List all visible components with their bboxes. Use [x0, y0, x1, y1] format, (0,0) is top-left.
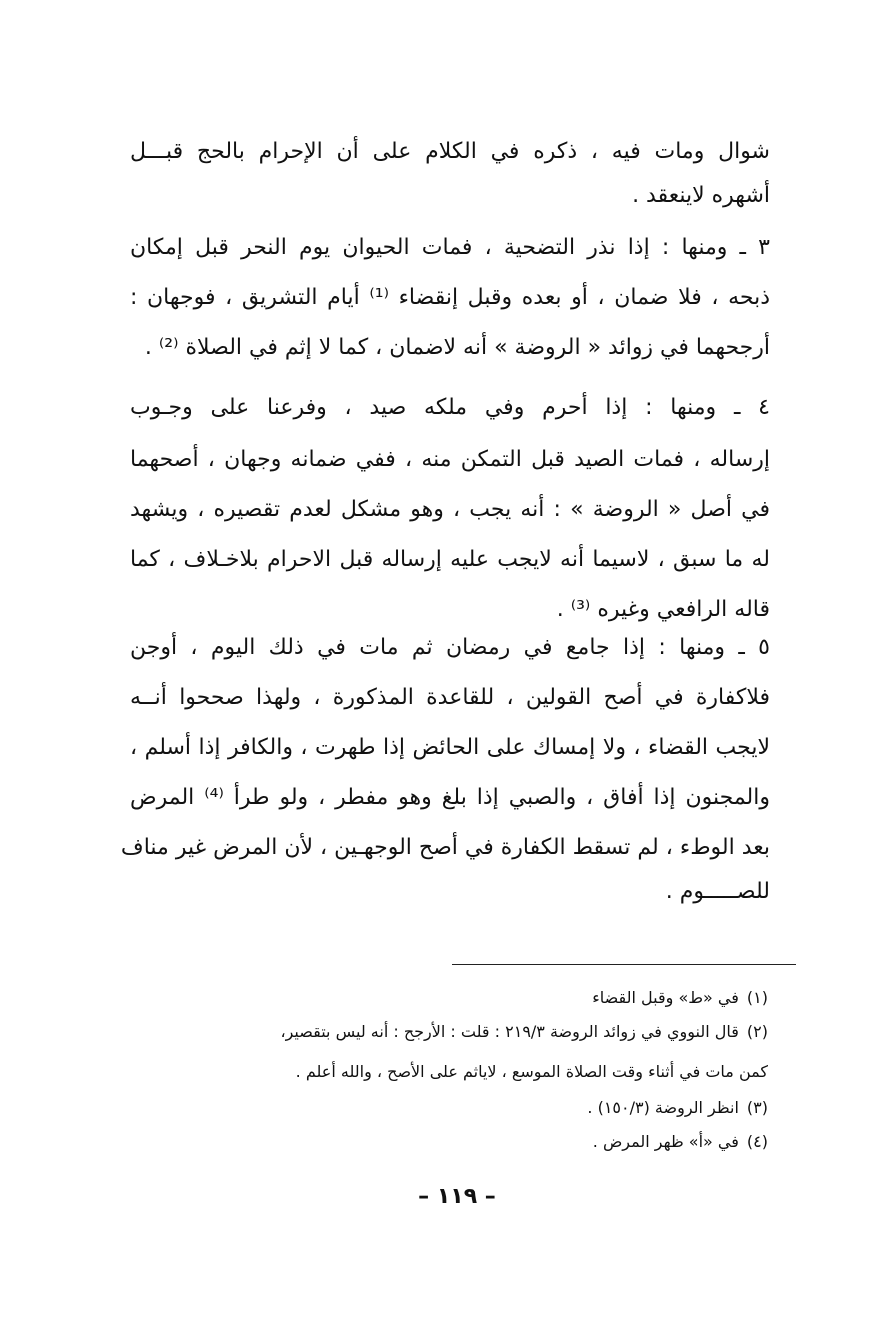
footnote-2-continuation	[296, 1060, 768, 1084]
footnote-1-number: (١)	[746, 988, 768, 1007]
body-line-4: ذبحه ، فلا ضمان ، أو بعده وقبل إنقضاء ⁽¹⁾ أيام التشريق ، فوجهان :	[130, 285, 770, 310]
page-number: – ١١٩ –	[418, 1184, 496, 1209]
body-line-14: والمجنون إذا أفاق ، والصبي إذا بلغ وهو مفطر ، ولو طرأ ⁽⁴⁾ المرض	[130, 785, 770, 810]
body-line-11: ٥ ـ ومنها : إذا جامع في رمضان ثم مات في ذلك اليوم ، أوجن	[130, 635, 770, 660]
footnote-1	[592, 986, 768, 1010]
footnote-2-text: قال النووي في زوائد الروضة ٢١٩/٣ : قلت : الأرجح : أنه ليس بتقصير،	[280, 1022, 739, 1041]
body-line-8: في أصل « الروضة » : أنه يجب ، وهو مشكل لعدم تقصيره ، ويشهد	[130, 497, 770, 522]
body-line-5: أرجحهما في زوائد « الروضة » أنه لاضمان ، كما لا إثم في الصلاة ⁽²⁾ .	[144, 335, 770, 360]
body-line-7: إرساله ، فمات الصيد قبل التمكن منه ، ففي ضمانه وجهان ، أصحهما	[130, 447, 770, 472]
footnote-1-text: في «ط» وقبل القضاء	[592, 988, 739, 1007]
body-line-9: له ما سبق ، لاسيما أنه لايجب عليه إرساله قبل الاحرام بلاخـلاف ، كما	[130, 547, 770, 572]
body-line-12: فلاكفارة في أصح القولين ، للقاعدة المذكورة ، ولهذا صححوا أنــه	[130, 685, 770, 710]
footnote-4	[593, 1130, 768, 1154]
footnote-4-text: في «أ» ظهر المرض .	[592, 1132, 739, 1151]
body-line-10: قاله الرافعي وغيره ⁽³⁾ .	[556, 597, 770, 622]
body-line-15: بعد الوطء ، لم تسقط الكفارة في أصح الوجهـين ، لأن المرض غير مناف	[120, 835, 770, 860]
footnote-2-number: (٢)	[746, 1022, 768, 1041]
body-line-16: للصـــــوم .	[665, 879, 770, 904]
body-line-6: ٤ ـ ومنها : إذا أحرم وفي ملكه صيد ، وفرعنا على وجـوب	[130, 395, 770, 420]
footnote-3-text: انظر الروضة (١٥٠/٣) .	[587, 1098, 739, 1117]
footnote-4-number: (٤)	[746, 1132, 768, 1151]
body-line-13: لايجب القضاء ، ولا إمساك على الحائض إذا طهرت ، والكافر إذا أسلم ،	[130, 735, 770, 760]
footnote-2-continuation-text: كمن مات في أثناء وقت الصلاة الموسع ، لاياثم على الأصح ، والله أعلم .	[295, 1062, 768, 1081]
footnote-separator	[452, 964, 796, 965]
body-line-2: أشهره لاينعقد .	[632, 183, 770, 208]
body-line-3: ٣ ـ ومنها : إذا نذر التضحية ، فمات الحيوان يوم النحر قبل إمكان	[130, 235, 770, 260]
footnote-2	[280, 1020, 768, 1044]
footnote-3	[587, 1096, 768, 1120]
body-line-1: شوال ومات فيه ، ذكره في الكلام على أن الإحرام بالحج قبـــل	[130, 139, 770, 164]
footnote-3-number: (٣)	[746, 1098, 768, 1117]
